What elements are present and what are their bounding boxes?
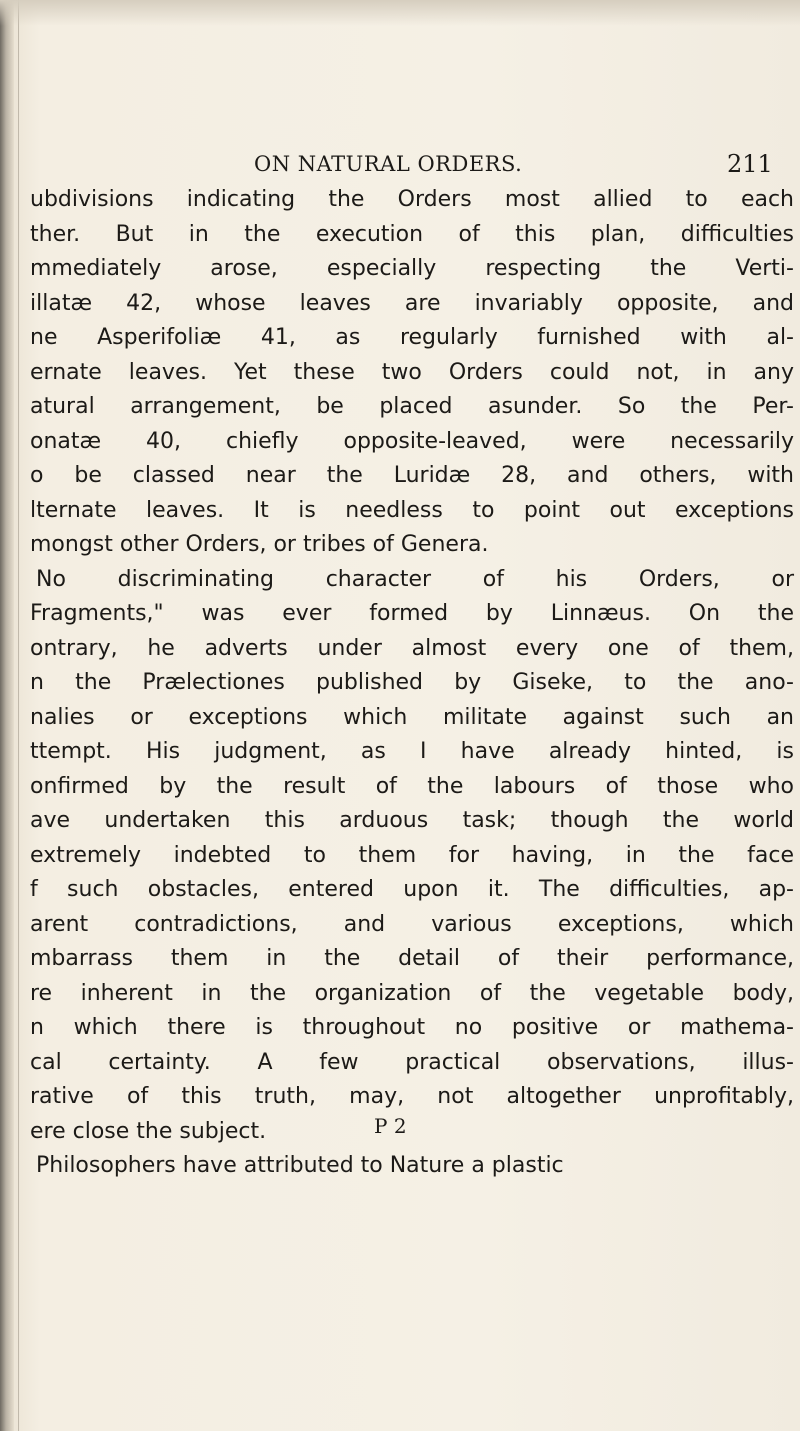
- body-text: [30, 183, 794, 1184]
- page-gutter: [0, 0, 14, 1431]
- text-line: mmediately arose, especially respecting the Verti-: [30, 256, 794, 281]
- text-line: rative of this truth, may, not altogether unprofitably,: [30, 1084, 794, 1109]
- top-edge-shadow: [0, 0, 800, 26]
- running-head: [0, 152, 800, 182]
- paragraph-end-line: mongst other Orders, or tribes of Genera.: [30, 532, 489, 557]
- text-line: cal certainty. A few practical observations, illus-: [30, 1049, 794, 1075]
- text-line: mbarrass them in the detail of their performance,: [30, 946, 794, 971]
- text-line: extremely indebted to them for having, in the face: [30, 842, 794, 868]
- paragraph-start-line: No discriminating character of his Orders, or: [36, 566, 794, 592]
- text-line: ttempt. His judgment, as I have already hinted, is: [30, 739, 794, 764]
- text-line: onfirmed by the result of the labours of those who: [30, 773, 794, 799]
- text-line: ne Asperifoliæ 41, as regularly furnished with al-: [30, 325, 794, 350]
- text-line: nalies or exceptions which militate against such an: [30, 704, 794, 730]
- page-number: 211: [727, 150, 773, 178]
- text-line: ave undertaken this arduous task; though the world: [30, 808, 794, 833]
- gutter-edge-line: [18, 0, 19, 1431]
- text-line: illatæ 42, whose leaves are invariably opposite, and: [30, 290, 794, 316]
- text-line: arent contradictions, and various exceptions, which: [30, 911, 794, 937]
- text-line: Fragments," was ever formed by Linnæus. On the: [30, 601, 794, 626]
- text-line: n which there is throughout no positive or mathema-: [30, 1015, 794, 1040]
- text-line: ubdivisions indicating the Orders most allied to each: [30, 187, 794, 212]
- text-line: re inherent in the organization of the vegetable body,: [30, 980, 794, 1006]
- text-line: atural arrangement, be placed asunder. So the Per-: [30, 394, 794, 419]
- signature-mark: P 2: [374, 1114, 407, 1138]
- text-line: o be classed near the Luridæ 28, and others, with: [30, 463, 794, 488]
- text-line: n the Prælectiones published by Giseke, to the ano-: [30, 670, 794, 695]
- paragraph-end-line: ere close the subject.: [30, 1118, 267, 1144]
- text-line: ontrary, he adverts under almost every one of them,: [30, 635, 794, 661]
- text-line: onatæ 40, chiefly opposite-leaved, were necessarily: [30, 428, 794, 454]
- running-title: ON NATURAL ORDERS.: [254, 152, 523, 176]
- paragraph-start-line: Philosophers have attributed to Nature a plastic: [36, 1153, 564, 1178]
- text-line: ther. But in the execution of this plan, difficulties: [30, 221, 794, 247]
- text-line: ernate leaves. Yet these two Orders could not, in any: [30, 359, 794, 385]
- text-line: lternate leaves. It is needless to point out exceptions: [30, 497, 794, 523]
- text-line: f such obstacles, entered upon it. The difficulties, ap-: [30, 877, 794, 902]
